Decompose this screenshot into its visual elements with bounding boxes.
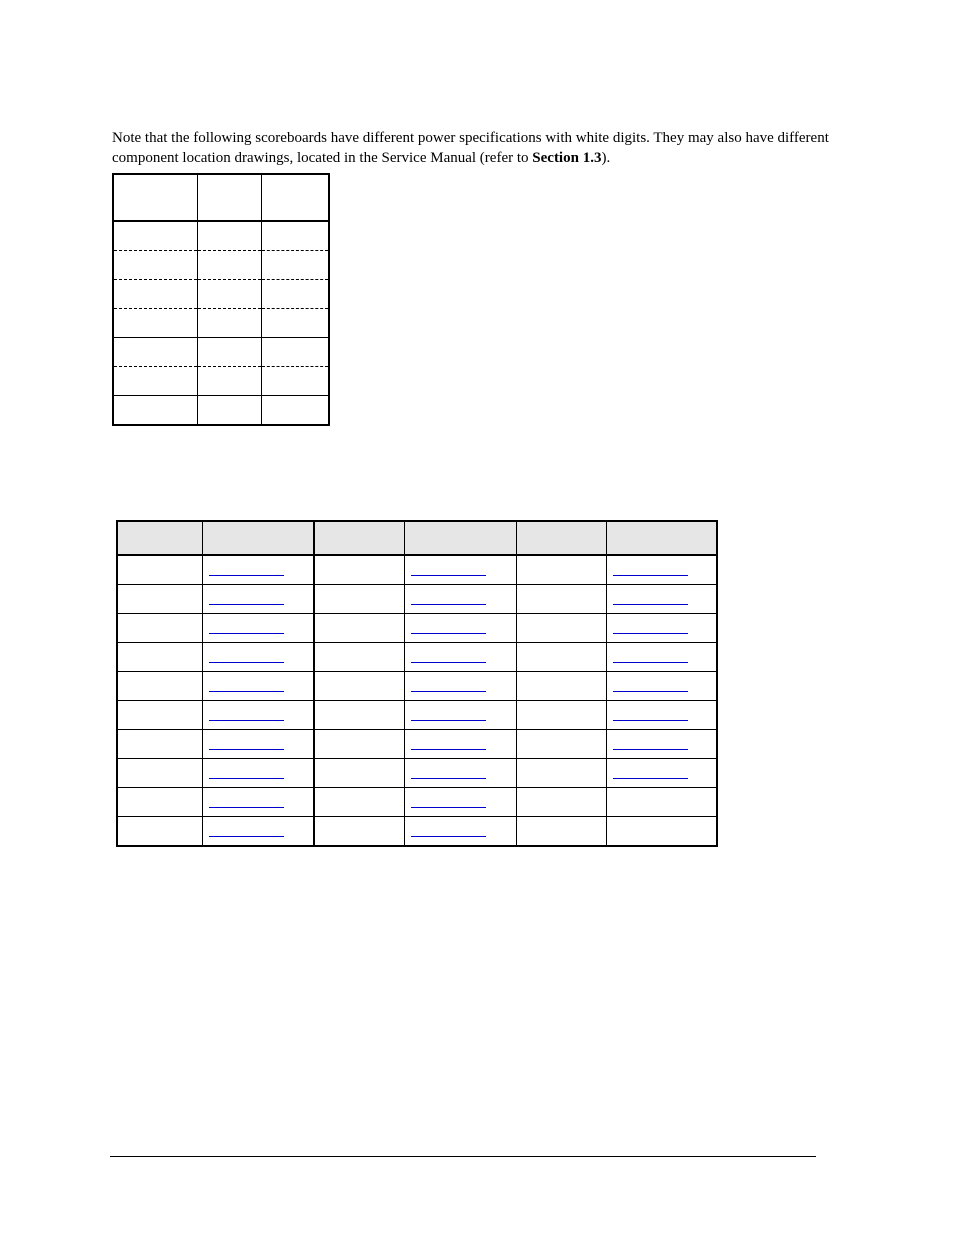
table-row <box>117 817 717 847</box>
drawing-link[interactable] <box>613 691 688 692</box>
drawing-link[interactable] <box>411 778 486 779</box>
table-row <box>117 730 717 759</box>
drawing-link[interactable] <box>411 749 486 750</box>
drawing-link[interactable] <box>613 604 688 605</box>
drawing-link[interactable] <box>209 575 284 576</box>
footer-divider <box>110 1156 816 1157</box>
table-header-row <box>117 521 717 555</box>
table-row <box>113 280 329 309</box>
drawing-link[interactable] <box>613 575 688 576</box>
table-row <box>113 396 329 426</box>
table-row <box>113 367 329 396</box>
drawing-link[interactable] <box>209 778 284 779</box>
drawing-link[interactable] <box>209 691 284 692</box>
table-row <box>117 701 717 730</box>
drawing-link[interactable] <box>613 633 688 634</box>
table-header-row <box>113 174 329 221</box>
drawing-link[interactable] <box>209 604 284 605</box>
note-text: Note that the following scoreboards have different power specifications with white digits. They may also have different component location drawings, located in the Service Manual (refer to <box>112 130 829 166</box>
drawing-link[interactable] <box>411 691 486 692</box>
table-row <box>117 788 717 817</box>
drawing-reference-table <box>116 520 718 847</box>
table-row <box>117 555 717 585</box>
drawing-link[interactable] <box>411 633 486 634</box>
table-row <box>113 338 329 367</box>
table-row <box>113 309 329 338</box>
drawing-link[interactable] <box>209 836 284 837</box>
drawing-link[interactable] <box>209 720 284 721</box>
drawing-link[interactable] <box>209 807 284 808</box>
drawing-link[interactable] <box>411 836 486 837</box>
table-row <box>113 251 329 280</box>
table-row <box>117 759 717 788</box>
drawing-link[interactable] <box>411 604 486 605</box>
drawing-link[interactable] <box>613 778 688 779</box>
drawing-link[interactable] <box>613 662 688 663</box>
drawing-link[interactable] <box>613 749 688 750</box>
intro-note <box>112 128 832 168</box>
drawing-link[interactable] <box>411 662 486 663</box>
drawing-link[interactable] <box>209 662 284 663</box>
drawing-link[interactable] <box>613 720 688 721</box>
note-text-end: ). <box>601 150 611 166</box>
power-spec-table <box>112 173 330 426</box>
section-reference: Section 1.3 <box>532 150 602 166</box>
table-row <box>117 643 717 672</box>
drawing-link[interactable] <box>411 575 486 576</box>
table-row <box>117 614 717 643</box>
drawing-link[interactable] <box>209 749 284 750</box>
table-row <box>117 585 717 614</box>
table-row <box>113 221 329 251</box>
drawing-link[interactable] <box>411 720 486 721</box>
table-row <box>117 672 717 701</box>
drawing-link[interactable] <box>209 633 284 634</box>
drawing-link[interactable] <box>411 807 486 808</box>
